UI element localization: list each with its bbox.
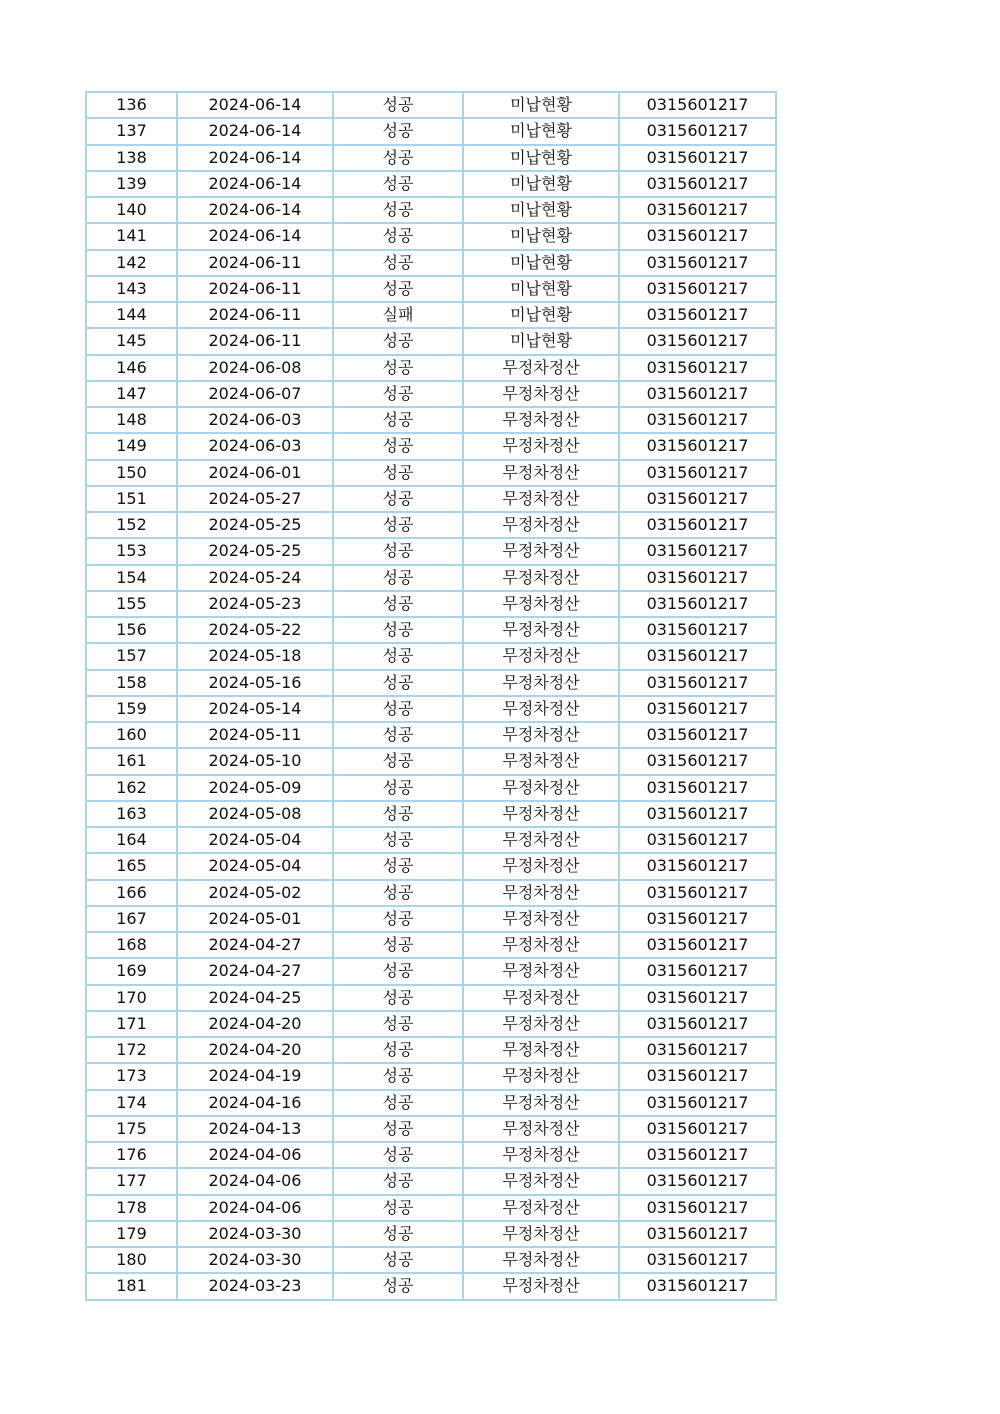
table-row: [86, 1090, 776, 1116]
result-cell: 성공: [333, 748, 463, 774]
date-cell: 2024-04-16: [177, 1090, 333, 1116]
service-cell: 미납현황: [463, 197, 619, 223]
result-cell: 성공: [333, 328, 463, 354]
service-cell: 미납현황: [463, 328, 619, 354]
table-row: [86, 643, 776, 669]
date-cell: 2024-06-11: [177, 302, 333, 328]
service-cell: 무정차정산: [463, 775, 619, 801]
date-cell: 2024-05-02: [177, 880, 333, 906]
table-row: [86, 591, 776, 617]
service-cell: 무정차정산: [463, 512, 619, 538]
date-cell: 2024-05-01: [177, 906, 333, 932]
phone-number-cell: 0315601217: [619, 880, 776, 906]
phone-number-cell: 0315601217: [619, 985, 776, 1011]
service-cell: 무정차정산: [463, 1116, 619, 1142]
table-row: [86, 1063, 776, 1089]
service-cell: 미납현황: [463, 250, 619, 276]
phone-number-cell: 0315601217: [619, 486, 776, 512]
row-number-cell: 157: [86, 643, 177, 669]
result-cell: 성공: [333, 1037, 463, 1063]
phone-number-cell: 0315601217: [619, 853, 776, 879]
service-cell: 무정차정산: [463, 1037, 619, 1063]
phone-number-cell: 0315601217: [619, 276, 776, 302]
table-row: [86, 171, 776, 197]
result-cell: 성공: [333, 775, 463, 801]
row-number-cell: 168: [86, 932, 177, 958]
result-cell: 성공: [333, 1221, 463, 1247]
date-cell: 2024-06-14: [177, 92, 333, 118]
phone-number-cell: 0315601217: [619, 1273, 776, 1299]
service-cell: 무정차정산: [463, 1195, 619, 1221]
result-cell: 성공: [333, 145, 463, 171]
phone-number-cell: 0315601217: [619, 748, 776, 774]
table-row: [86, 276, 776, 302]
result-cell: 성공: [333, 118, 463, 144]
table-row: [86, 565, 776, 591]
service-cell: 무정차정산: [463, 1090, 619, 1116]
row-number-cell: 172: [86, 1037, 177, 1063]
phone-number-cell: 0315601217: [619, 722, 776, 748]
table-row: [86, 1273, 776, 1299]
phone-number-cell: 0315601217: [619, 355, 776, 381]
service-cell: 무정차정산: [463, 880, 619, 906]
result-cell: 성공: [333, 223, 463, 249]
phone-number-cell: 0315601217: [619, 1037, 776, 1063]
phone-number-cell: 0315601217: [619, 250, 776, 276]
table-row: [86, 880, 776, 906]
table-row: [86, 460, 776, 486]
service-cell: 무정차정산: [463, 538, 619, 564]
result-cell: 성공: [333, 880, 463, 906]
date-cell: 2024-04-20: [177, 1011, 333, 1037]
date-cell: 2024-03-30: [177, 1247, 333, 1273]
table-row: [86, 92, 776, 118]
phone-number-cell: 0315601217: [619, 1142, 776, 1168]
service-cell: 무정차정산: [463, 433, 619, 459]
row-number-cell: 163: [86, 801, 177, 827]
date-cell: 2024-05-23: [177, 591, 333, 617]
result-cell: 성공: [333, 381, 463, 407]
row-number-cell: 155: [86, 591, 177, 617]
phone-number-cell: 0315601217: [619, 1090, 776, 1116]
table-row: [86, 1195, 776, 1221]
row-number-cell: 165: [86, 853, 177, 879]
date-cell: 2024-04-06: [177, 1195, 333, 1221]
row-number-cell: 174: [86, 1090, 177, 1116]
date-cell: 2024-05-24: [177, 565, 333, 591]
row-number-cell: 153: [86, 538, 177, 564]
row-number-cell: 175: [86, 1116, 177, 1142]
date-cell: 2024-06-01: [177, 460, 333, 486]
result-cell: 성공: [333, 696, 463, 722]
phone-number-cell: 0315601217: [619, 118, 776, 144]
service-cell: 무정차정산: [463, 1142, 619, 1168]
phone-number-cell: 0315601217: [619, 670, 776, 696]
phone-number-cell: 0315601217: [619, 801, 776, 827]
result-cell: 성공: [333, 1090, 463, 1116]
date-cell: 2024-03-30: [177, 1221, 333, 1247]
phone-number-cell: 0315601217: [619, 381, 776, 407]
result-cell: 성공: [333, 92, 463, 118]
phone-number-cell: 0315601217: [619, 827, 776, 853]
row-number-cell: 179: [86, 1221, 177, 1247]
service-cell: 무정차정산: [463, 381, 619, 407]
result-cell: 성공: [333, 853, 463, 879]
date-cell: 2024-05-27: [177, 486, 333, 512]
row-number-cell: 161: [86, 748, 177, 774]
service-cell: 무정차정산: [463, 722, 619, 748]
phone-number-cell: 0315601217: [619, 145, 776, 171]
table-row: [86, 197, 776, 223]
result-cell: 성공: [333, 512, 463, 538]
phone-number-cell: 0315601217: [619, 171, 776, 197]
date-cell: 2024-06-11: [177, 250, 333, 276]
row-number-cell: 141: [86, 223, 177, 249]
table-row: [86, 958, 776, 984]
row-number-cell: 169: [86, 958, 177, 984]
service-cell: 무정차정산: [463, 958, 619, 984]
result-cell: 성공: [333, 722, 463, 748]
row-number-cell: 136: [86, 92, 177, 118]
result-cell: 성공: [333, 617, 463, 643]
call-log-table: [85, 91, 777, 1301]
date-cell: 2024-06-14: [177, 118, 333, 144]
service-cell: 미납현황: [463, 276, 619, 302]
table-row: [86, 355, 776, 381]
service-cell: 미납현황: [463, 92, 619, 118]
phone-number-cell: 0315601217: [619, 92, 776, 118]
service-cell: 미납현황: [463, 145, 619, 171]
phone-number-cell: 0315601217: [619, 643, 776, 669]
table-row: [86, 1142, 776, 1168]
table-row: [86, 722, 776, 748]
phone-number-cell: 0315601217: [619, 617, 776, 643]
row-number-cell: 140: [86, 197, 177, 223]
date-cell: 2024-06-03: [177, 433, 333, 459]
row-number-cell: 142: [86, 250, 177, 276]
result-cell: 성공: [333, 1116, 463, 1142]
result-cell: 성공: [333, 985, 463, 1011]
table-row: [86, 250, 776, 276]
row-number-cell: 156: [86, 617, 177, 643]
table-row: [86, 801, 776, 827]
table-row: [86, 512, 776, 538]
phone-number-cell: 0315601217: [619, 958, 776, 984]
result-cell: 성공: [333, 670, 463, 696]
result-cell: 성공: [333, 591, 463, 617]
service-cell: 무정차정산: [463, 670, 619, 696]
row-number-cell: 144: [86, 302, 177, 328]
row-number-cell: 180: [86, 1247, 177, 1273]
call-log-table-body: [86, 92, 776, 1300]
phone-number-cell: 0315601217: [619, 407, 776, 433]
date-cell: 2024-06-14: [177, 171, 333, 197]
table-row: [86, 906, 776, 932]
service-cell: 무정차정산: [463, 355, 619, 381]
result-cell: 성공: [333, 407, 463, 433]
date-cell: 2024-05-04: [177, 853, 333, 879]
service-cell: 무정차정산: [463, 407, 619, 433]
service-cell: 무정차정산: [463, 643, 619, 669]
date-cell: 2024-05-09: [177, 775, 333, 801]
row-number-cell: 146: [86, 355, 177, 381]
row-number-cell: 147: [86, 381, 177, 407]
phone-number-cell: 0315601217: [619, 1195, 776, 1221]
phone-number-cell: 0315601217: [619, 433, 776, 459]
row-number-cell: 178: [86, 1195, 177, 1221]
service-cell: 무정차정산: [463, 932, 619, 958]
result-cell: 성공: [333, 171, 463, 197]
date-cell: 2024-05-16: [177, 670, 333, 696]
service-cell: 무정차정산: [463, 696, 619, 722]
result-cell: 성공: [333, 801, 463, 827]
date-cell: 2024-04-19: [177, 1063, 333, 1089]
date-cell: 2024-06-07: [177, 381, 333, 407]
service-cell: 미납현황: [463, 118, 619, 144]
table-row: [86, 775, 776, 801]
phone-number-cell: 0315601217: [619, 1168, 776, 1194]
row-number-cell: 162: [86, 775, 177, 801]
phone-number-cell: 0315601217: [619, 591, 776, 617]
date-cell: 2024-04-06: [177, 1168, 333, 1194]
date-cell: 2024-06-14: [177, 223, 333, 249]
result-cell: 성공: [333, 1063, 463, 1089]
service-cell: 미납현황: [463, 302, 619, 328]
table-row: [86, 932, 776, 958]
table-row: [86, 827, 776, 853]
service-cell: 무정차정산: [463, 1247, 619, 1273]
result-cell: 성공: [333, 565, 463, 591]
result-cell: 성공: [333, 1142, 463, 1168]
service-cell: 무정차정산: [463, 748, 619, 774]
table-row: [86, 748, 776, 774]
table-row: [86, 617, 776, 643]
service-cell: 무정차정산: [463, 460, 619, 486]
phone-number-cell: 0315601217: [619, 538, 776, 564]
date-cell: 2024-06-11: [177, 328, 333, 354]
row-number-cell: 173: [86, 1063, 177, 1089]
service-cell: 무정차정산: [463, 906, 619, 932]
row-number-cell: 166: [86, 880, 177, 906]
date-cell: 2024-05-18: [177, 643, 333, 669]
table-row: [86, 1247, 776, 1273]
result-cell: 성공: [333, 276, 463, 302]
result-cell: 성공: [333, 1195, 463, 1221]
service-cell: 무정차정산: [463, 617, 619, 643]
date-cell: 2024-03-23: [177, 1273, 333, 1299]
date-cell: 2024-06-08: [177, 355, 333, 381]
result-cell: 성공: [333, 460, 463, 486]
phone-number-cell: 0315601217: [619, 1063, 776, 1089]
table-row: [86, 407, 776, 433]
row-number-cell: 151: [86, 486, 177, 512]
phone-number-cell: 0315601217: [619, 565, 776, 591]
row-number-cell: 176: [86, 1142, 177, 1168]
service-cell: 무정차정산: [463, 1221, 619, 1247]
row-number-cell: 137: [86, 118, 177, 144]
table-row: [86, 223, 776, 249]
date-cell: 2024-05-11: [177, 722, 333, 748]
result-cell: 성공: [333, 932, 463, 958]
row-number-cell: 181: [86, 1273, 177, 1299]
result-cell: 성공: [333, 1273, 463, 1299]
phone-number-cell: 0315601217: [619, 1116, 776, 1142]
table-row: [86, 145, 776, 171]
result-cell: 성공: [333, 906, 463, 932]
phone-number-cell: 0315601217: [619, 197, 776, 223]
table-row: [86, 381, 776, 407]
date-cell: 2024-05-25: [177, 538, 333, 564]
result-cell: 성공: [333, 1168, 463, 1194]
date-cell: 2024-05-10: [177, 748, 333, 774]
row-number-cell: 164: [86, 827, 177, 853]
date-cell: 2024-05-25: [177, 512, 333, 538]
row-number-cell: 159: [86, 696, 177, 722]
table-row: [86, 1011, 776, 1037]
result-cell: 성공: [333, 958, 463, 984]
result-cell: 성공: [333, 1011, 463, 1037]
table-row: [86, 985, 776, 1011]
result-cell: 성공: [333, 1247, 463, 1273]
row-number-cell: 170: [86, 985, 177, 1011]
phone-number-cell: 0315601217: [619, 1011, 776, 1037]
date-cell: 2024-05-22: [177, 617, 333, 643]
table-row: [86, 670, 776, 696]
phone-number-cell: 0315601217: [619, 460, 776, 486]
result-cell: 성공: [333, 197, 463, 223]
service-cell: 미납현황: [463, 171, 619, 197]
result-cell: 실패: [333, 302, 463, 328]
result-cell: 성공: [333, 433, 463, 459]
result-cell: 성공: [333, 250, 463, 276]
table-row: [86, 486, 776, 512]
phone-number-cell: 0315601217: [619, 302, 776, 328]
table-row: [86, 1116, 776, 1142]
phone-number-cell: 0315601217: [619, 932, 776, 958]
date-cell: 2024-04-27: [177, 932, 333, 958]
row-number-cell: 177: [86, 1168, 177, 1194]
phone-number-cell: 0315601217: [619, 696, 776, 722]
date-cell: 2024-06-11: [177, 276, 333, 302]
row-number-cell: 149: [86, 433, 177, 459]
row-number-cell: 158: [86, 670, 177, 696]
phone-number-cell: 0315601217: [619, 1247, 776, 1273]
row-number-cell: 167: [86, 906, 177, 932]
date-cell: 2024-04-27: [177, 958, 333, 984]
result-cell: 성공: [333, 538, 463, 564]
phone-number-cell: 0315601217: [619, 223, 776, 249]
service-cell: 미납현황: [463, 223, 619, 249]
service-cell: 무정차정산: [463, 1063, 619, 1089]
service-cell: 무정차정산: [463, 801, 619, 827]
date-cell: 2024-05-08: [177, 801, 333, 827]
service-cell: 무정차정산: [463, 1273, 619, 1299]
row-number-cell: 148: [86, 407, 177, 433]
table-row: [86, 1168, 776, 1194]
service-cell: 무정차정산: [463, 591, 619, 617]
table-row: [86, 538, 776, 564]
service-cell: 무정차정산: [463, 1011, 619, 1037]
date-cell: 2024-04-20: [177, 1037, 333, 1063]
table-row: [86, 433, 776, 459]
row-number-cell: 154: [86, 565, 177, 591]
result-cell: 성공: [333, 643, 463, 669]
phone-number-cell: 0315601217: [619, 1221, 776, 1247]
service-cell: 무정차정산: [463, 853, 619, 879]
table-row: [86, 1037, 776, 1063]
table-row: [86, 302, 776, 328]
row-number-cell: 160: [86, 722, 177, 748]
date-cell: 2024-05-14: [177, 696, 333, 722]
date-cell: 2024-04-25: [177, 985, 333, 1011]
row-number-cell: 139: [86, 171, 177, 197]
service-cell: 무정차정산: [463, 565, 619, 591]
phone-number-cell: 0315601217: [619, 906, 776, 932]
phone-number-cell: 0315601217: [619, 328, 776, 354]
result-cell: 성공: [333, 355, 463, 381]
table-row: [86, 696, 776, 722]
service-cell: 무정차정산: [463, 827, 619, 853]
date-cell: 2024-04-13: [177, 1116, 333, 1142]
date-cell: 2024-04-06: [177, 1142, 333, 1168]
row-number-cell: 150: [86, 460, 177, 486]
row-number-cell: 143: [86, 276, 177, 302]
result-cell: 성공: [333, 827, 463, 853]
row-number-cell: 171: [86, 1011, 177, 1037]
service-cell: 무정차정산: [463, 1168, 619, 1194]
row-number-cell: 138: [86, 145, 177, 171]
table-row: [86, 328, 776, 354]
service-cell: 무정차정산: [463, 486, 619, 512]
date-cell: 2024-05-04: [177, 827, 333, 853]
date-cell: 2024-06-14: [177, 145, 333, 171]
table-row: [86, 118, 776, 144]
result-cell: 성공: [333, 486, 463, 512]
row-number-cell: 145: [86, 328, 177, 354]
table-row: [86, 1221, 776, 1247]
date-cell: 2024-06-14: [177, 197, 333, 223]
phone-number-cell: 0315601217: [619, 775, 776, 801]
phone-number-cell: 0315601217: [619, 512, 776, 538]
date-cell: 2024-06-03: [177, 407, 333, 433]
row-number-cell: 152: [86, 512, 177, 538]
table-row: [86, 853, 776, 879]
service-cell: 무정차정산: [463, 985, 619, 1011]
